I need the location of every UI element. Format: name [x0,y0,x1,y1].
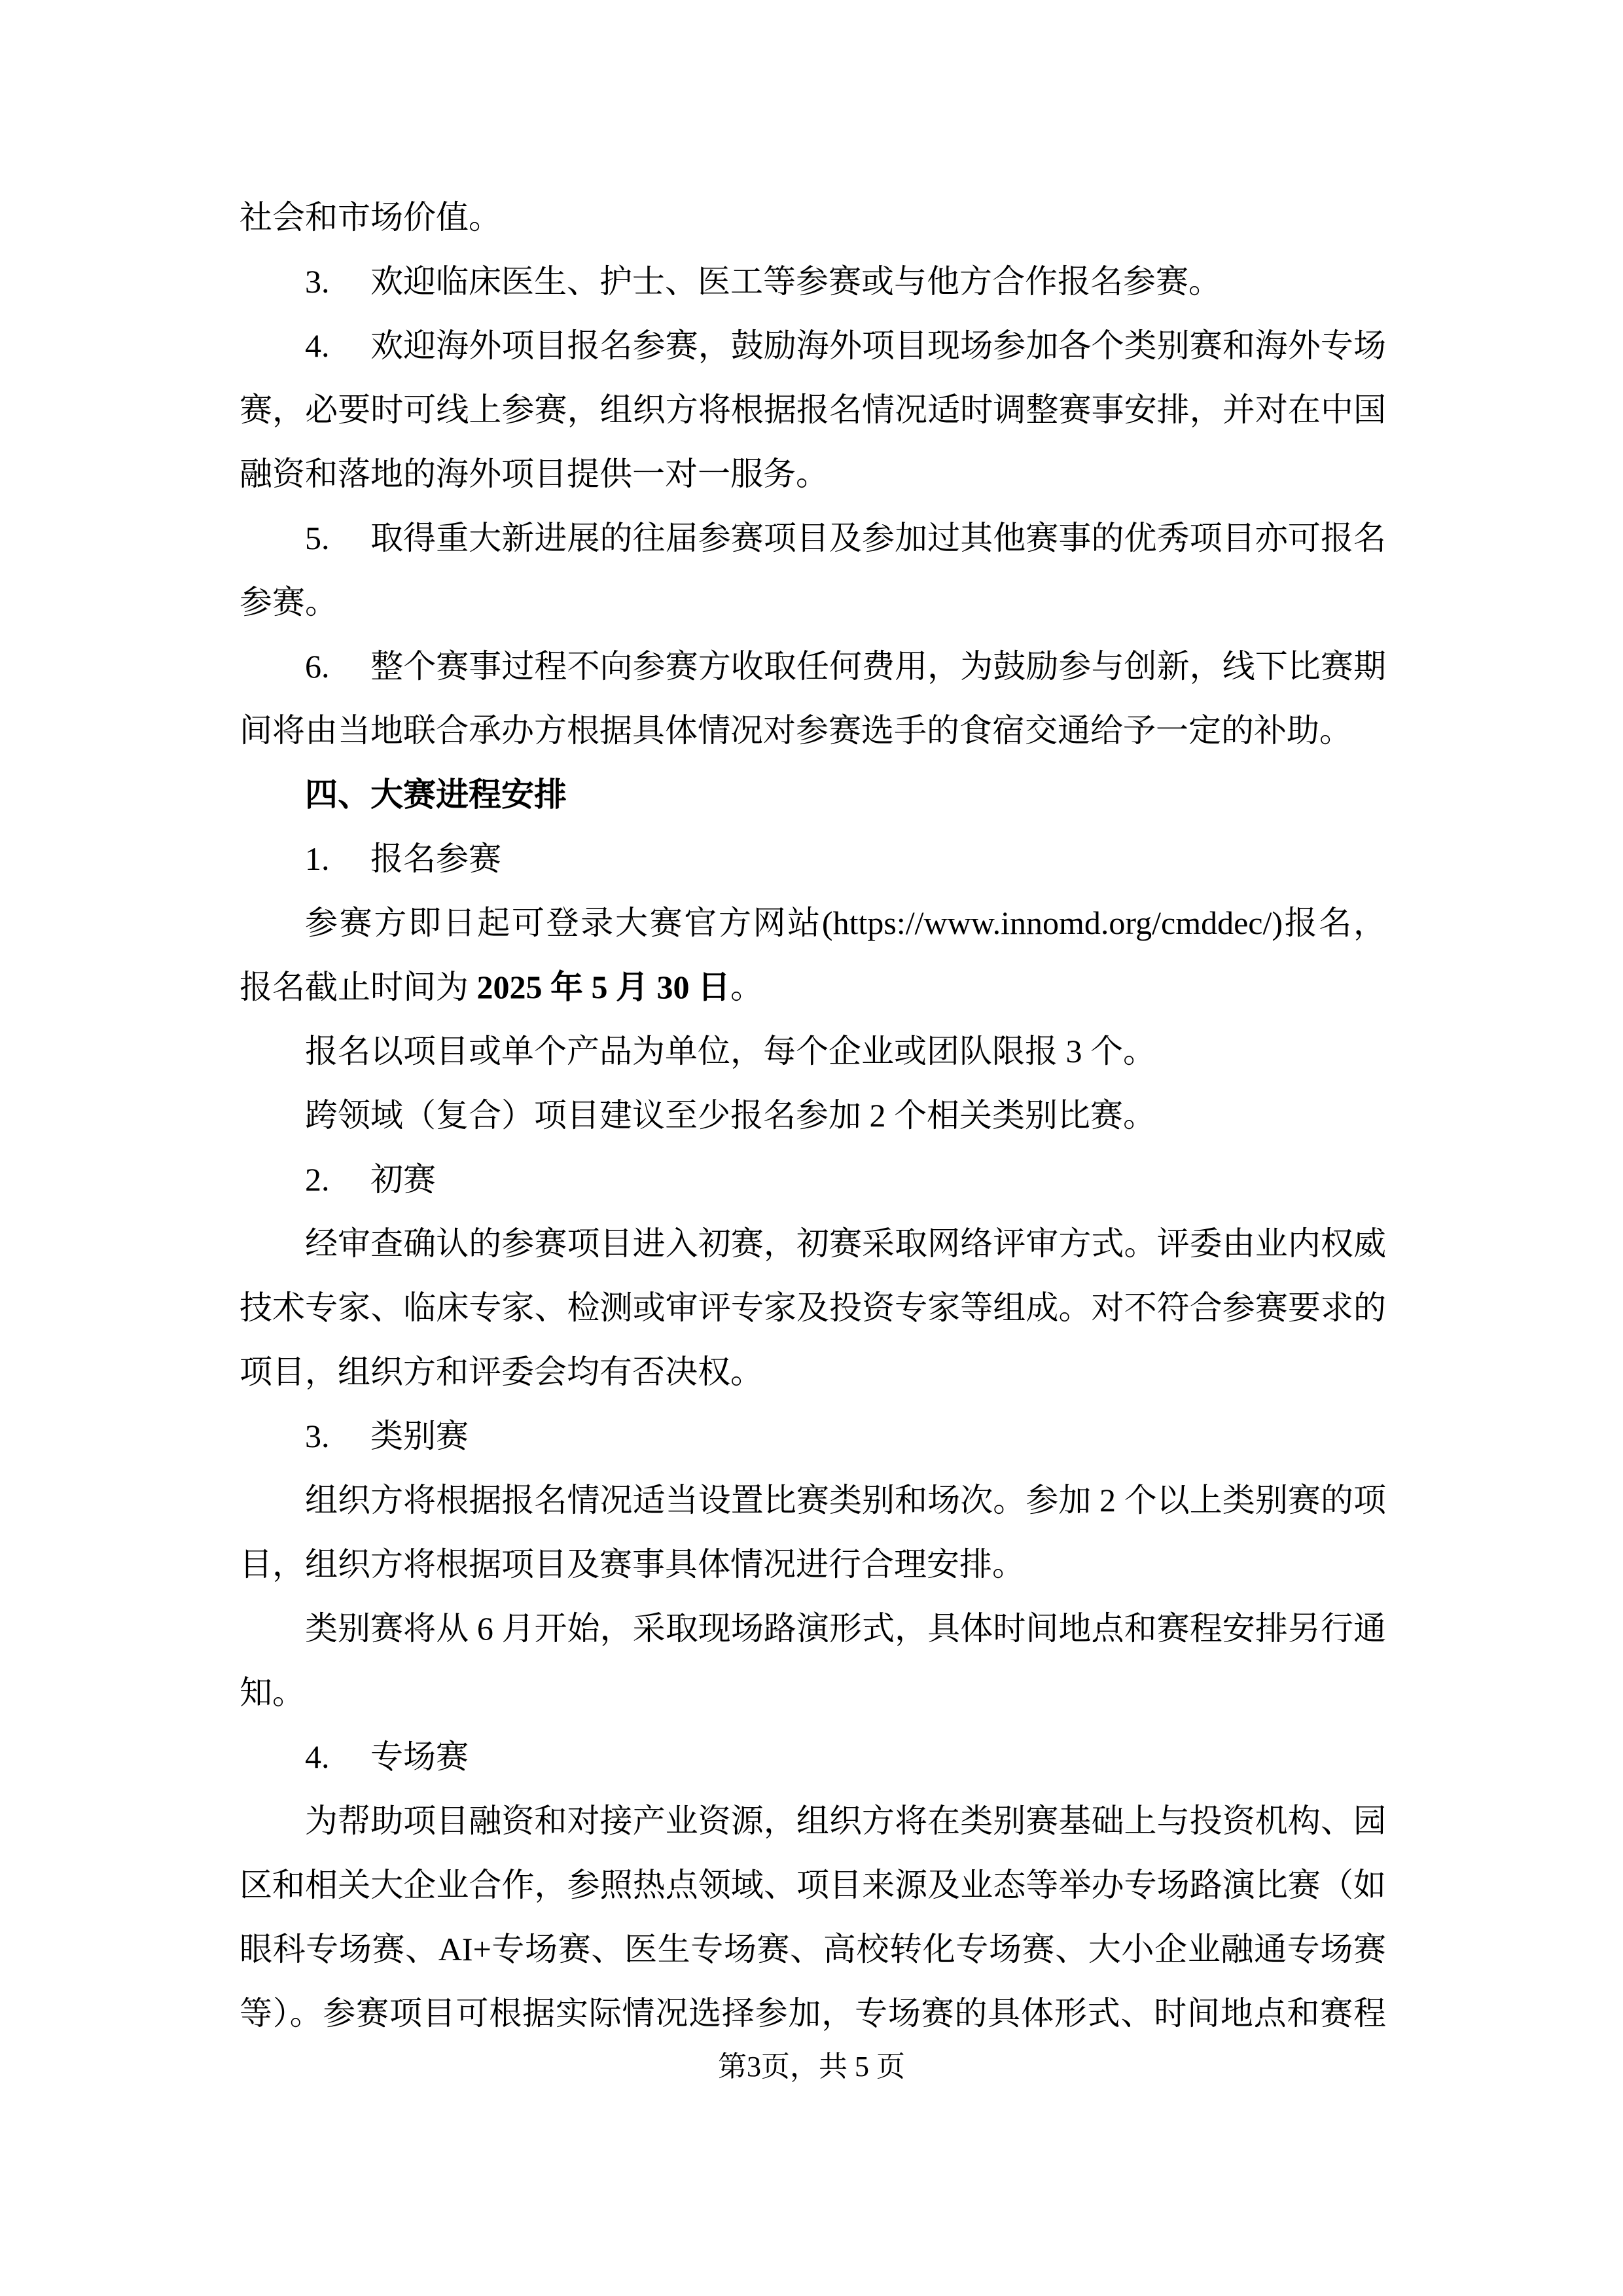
text-segment: 参赛方即日起可登录大赛官方网站(https://www.innomd.org/cmddec/)报名， [305,905,1386,941]
text-line [240,1981,1386,2045]
text-line [240,1468,1386,1532]
text-segment: 组织方将根据报名情况适当设置比赛类别和场次。参加 2 个以上类别赛的项 [305,1482,1386,1518]
text-line [240,378,1386,442]
text-segment: 参赛。 [240,584,338,620]
text-line [240,1596,1386,1660]
text-segment: 经审查确认的参赛项目进入初赛，初赛采取网络评审方式。评委由业内权威 [305,1225,1386,1262]
text-segment: 类别赛将从 6 月开始，采取现场路演形式，具体时间地点和赛程安排另行通 [305,1610,1386,1647]
text-line [240,185,1386,249]
text-segment: 间将由当地联合承办方根据具体情况对参赛选手的食宿交通给予一定的补助。 [240,712,1352,749]
deadline-date: 2025 年 5 月 30 日 [476,969,730,1005]
subsection-heading [240,1147,1386,1211]
text-segment: 报名参赛 [370,840,501,877]
text-line [240,1211,1386,1276]
text-segment: 初赛 [370,1161,436,1198]
text-line [240,570,1386,634]
text-segment: 目，组织方将根据项目及赛事具体情况进行合理安排。 [240,1546,1025,1583]
subsection-heading [240,827,1386,891]
text-segment: 跨领域（复合）项目建议至少报名参加 2 个相关类别比赛。 [305,1097,1156,1134]
list-number: 3. [305,1418,330,1454]
document-body [240,185,1386,2045]
text-segment: 社会和市场价值。 [240,199,501,236]
text-line [240,891,1386,955]
list-number: 5. [305,520,330,556]
text-segment: 为帮助项目融资和对接产业资源，组织方将在类别赛基础上与投资机构、园 [305,1803,1386,1839]
text-line [240,1660,1386,1725]
text-segment: 取得重大新进展的往届参赛项目及参加过其他赛事的优秀项目亦可报名 [370,520,1386,556]
list-number: 1. [305,840,330,877]
text-segment: 项目，组织方和评委会均有否决权。 [240,1354,763,1390]
text-line [240,634,1386,698]
list-number: 2. [305,1161,330,1198]
text-line [240,1019,1386,1083]
text-segment: 报名以项目或单个产品为单位，每个企业或团队限报 3 个。 [305,1033,1156,1069]
text-segment: 报名截止时间为 [240,969,477,1005]
text-segment: 欢迎临床医生、护士、医工等参赛或与他方合作报名参赛。 [370,263,1221,300]
text-segment: 专场赛 [370,1738,469,1775]
text-line [240,314,1386,378]
text-line [240,506,1386,570]
text-segment: 。 [730,969,763,1005]
list-number: 3. [305,263,330,300]
text-segment: 四、大赛进程安排 [305,776,567,813]
text-line [240,955,1386,1019]
text-segment: 眼科专场赛、AI+专场赛、医生专场赛、高校转化专场赛、大小企业融通专场赛 [240,1931,1386,1967]
text-line [240,249,1386,314]
subsection-heading [240,1404,1386,1468]
page-footer: 第3页，共 5 页 [718,2051,905,2083]
text-segment: 融资和落地的海外项目提供一对一服务。 [240,456,829,492]
text-segment: 区和相关大企业合作，参照热点领域、项目来源及业态等举办专场路演比赛（如 [240,1867,1386,1903]
text-line [240,698,1386,762]
list-number: 4. [305,327,330,364]
section-heading [240,762,1386,827]
text-segment: 知。 [240,1674,305,1711]
text-line [240,1532,1386,1596]
text-segment: 欢迎海外项目报名参赛，鼓励海外项目现场参加各个类别赛和海外专场 [370,327,1386,364]
text-segment: 类别赛 [370,1418,469,1454]
text-line [240,1853,1386,1917]
subsection-heading [240,1725,1386,1789]
list-number: 6. [305,648,330,685]
text-line [240,1789,1386,1853]
text-segment: 赛，必要时可线上参赛，组织方将根据报名情况适时调整赛事安排，并对在中国 [240,391,1386,428]
text-line [240,1083,1386,1147]
text-line [240,442,1386,506]
text-segment: 技术专家、临床专家、检测或审评专家及投资专家等组成。对不符合参赛要求的 [240,1289,1386,1326]
text-segment: 整个赛事过程不向参赛方收取任何费用，为鼓励参与创新，线下比赛期 [370,648,1386,685]
text-line [240,1276,1386,1340]
text-segment: 等）。参赛项目可根据实际情况选择参加，专场赛的具体形式、时间地点和赛程 [240,1995,1386,2032]
text-line [240,1340,1386,1404]
text-line [240,1917,1386,1981]
list-number: 4. [305,1738,330,1775]
